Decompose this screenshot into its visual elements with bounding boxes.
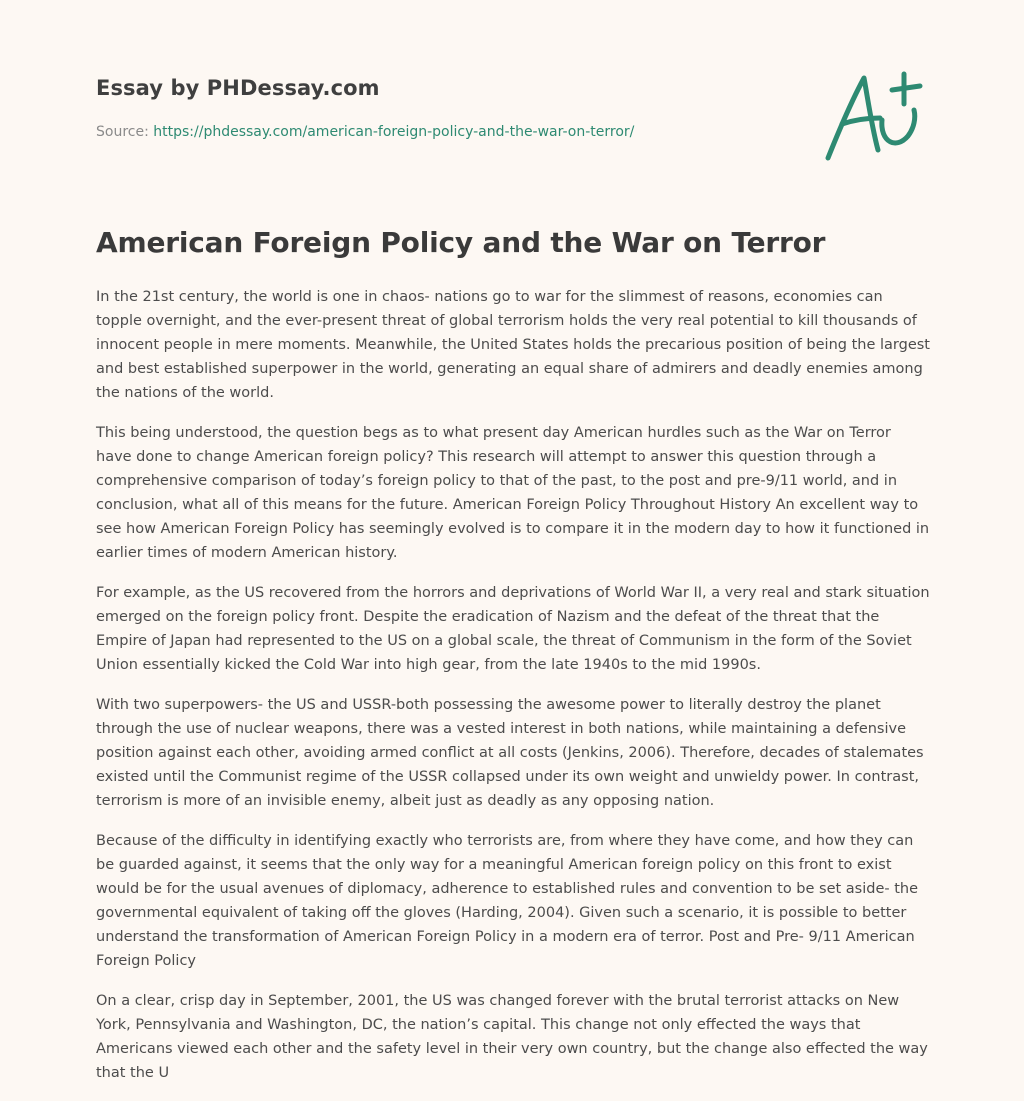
essay-paragraph: In the 21st century, the world is one in chaos- nations go to war for the slimmest of reasons, economies can topple overnight, and the ever-present threat of global terrorism holds the very real potential to kill thousands of innocent people in mere moments. Meanwhile, the United States holds the precarious position of being the largest and best established superpower in the world, generating an equal share of admirers and deadly enemies among the nations of the world. (96, 289, 930, 401)
source-line (96, 124, 634, 140)
a-plus-grade-icon (822, 66, 932, 166)
essay-paragraph: With two superpowers- the US and USSR-both possessing the awesome power to literally destroy the planet through the use of nuclear weapons, there was a vested interest in both nations, while maintaining a defensive position against each other, avoiding armed conflict at all costs (Jenkins, 2006). Therefore, decades of stalemates existed until the Communist regime of the USSR collapsed under its own weight and unwieldy power. In contrast, terrorism is more of an invisible enemy, albeit just as deadly as any opposing nation. (96, 697, 924, 809)
site-title: Essay by PHDessay.com (96, 76, 380, 100)
source-link[interactable]: https://phdessay.com/american-foreign-policy-and-the-war-on-terror/ (153, 124, 635, 140)
essay-paragraph: Because of the difficulty in identifying exactly who terrorists are, from where they have come, and how they can be guarded against, it seems that the only way for a meaningful American foreign policy on this front to exist would be for the usual avenues of diplomacy, adherence to established rules and convention to be set aside- the governmental equivalent of taking off the gloves (Harding, 2004). Given such a scenario, it is possible to better understand the transformation of American Foreign Policy in a modern era of terror. Post and Pre- 9/11 American Foreign Policy (96, 833, 919, 969)
page-header (96, 0, 928, 200)
essay-paragraph: On a clear, crisp day in September, 2001, the US was changed forever with the brutal terrorist attacks on New York, Pennsylvania and Washington, DC, the nation’s capital. This change not only effected the ways that Americans viewed each other and the safety level in their very own country, but the change also effected the way that the U (96, 993, 928, 1081)
essay-paragraph: This being understood, the question begs as to what present day American hurdles such as the War on Terror have done to change American foreign policy? This research will attempt to answer this question through a comprehensive comparison of today’s foreign policy to that of the past, to the post and pre-9/11 world, and in conclusion, what all of this means for the future. American Foreign Policy Throughout History An excellent way to see how American Foreign Policy has seemingly evolved is to compare it in the modern day to how it functioned in earlier times of modern American history. (96, 425, 930, 561)
essay-title: American Foreign Policy and the War on Terror (96, 226, 826, 259)
essay-paragraph: For example, as the US recovered from the horrors and deprivations of World War II, a very real and stark situation emerged on the foreign policy front. Despite the eradication of Nazism and the defeat of the threat that the Empire of Japan had represented to the US on a global scale, the threat of Communism in the form of the Soviet Union essentially kicked the Cold War into high gear, from the late 1940s to the mid 1990s. (96, 585, 930, 673)
essay-body (96, 285, 930, 1101)
source-label: Source: (96, 124, 149, 140)
